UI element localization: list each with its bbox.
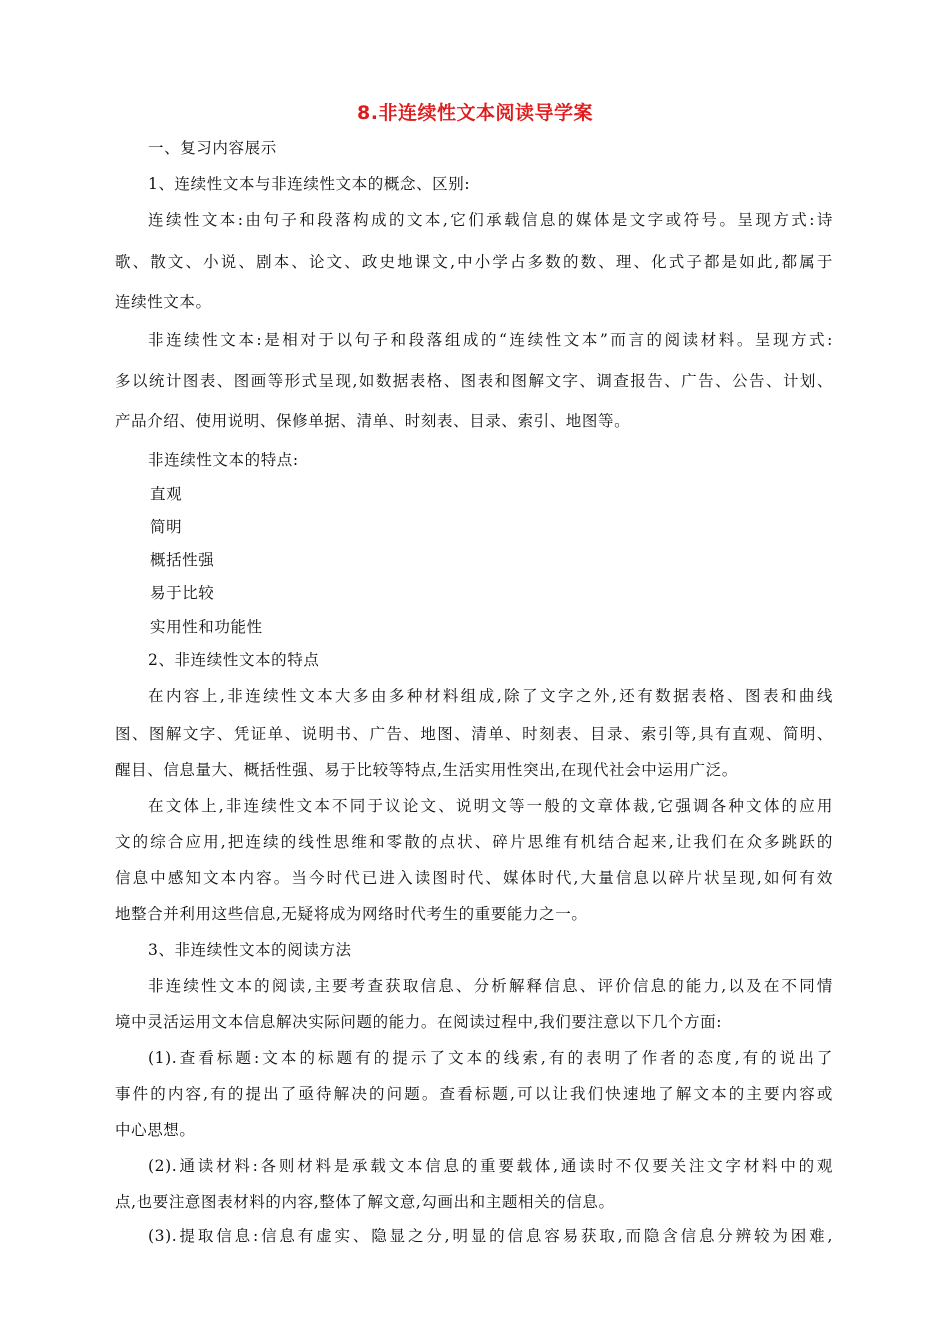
paragraph-line: 境中灵活运用文本信息解决实际问题的能力。在阅读过程中,我们要注意以下几个方面: — [115, 1013, 723, 1031]
paragraph-line: 在文体上,非连续性文本不同于议论文、说明文等一般的文章体裁,它强调各种文体的应用 — [148, 797, 833, 815]
feature-item: 简明 — [150, 518, 183, 536]
paragraph-line: 图、图解文字、凭证单、说明书、广告、地图、清单、时刻表、目录、索引等,具有直观、简明、 — [115, 725, 833, 743]
method-item-3: (3).提取信息:信息有虚实、隐显之分,明显的信息容易获取,而隐含信息分辨较为困难, — [148, 1227, 833, 1245]
paragraph-line: 非连续性文本:是相对于以句子和段落组成的“连续性文本”而言的阅读材料。呈现方式: — [148, 331, 833, 349]
paragraph-line: 非连续性文本的阅读,主要考查获取信息、分析解释信息、评价信息的能力,以及在不同情 — [148, 977, 833, 995]
feature-item: 实用性和功能性 — [150, 618, 263, 636]
section-heading-review: 一、复习内容展示 — [148, 139, 277, 157]
paragraph-line: 产品介绍、使用说明、保修单据、清单、时刻表、目录、索引、地图等。 — [115, 412, 631, 430]
paragraph-line: 多以统计图表、图画等形式呈现,如数据表格、图表和图解文字、调查报告、广告、公告、计划、 — [115, 372, 833, 390]
paragraph-line: 连续性文本。 — [115, 293, 212, 311]
subheading-concepts: 1、连续性文本与非连续性文本的概念、区别: — [148, 175, 471, 193]
feature-item: 直观 — [150, 485, 183, 503]
paragraph-line: 文的综合应用,把连续的线性思维和零散的点状、碎片思维有机结合起来,让我们在众多跳跃的 — [115, 833, 833, 851]
subheading-methods: 3、非连续性文本的阅读方法 — [148, 941, 352, 959]
method-item-1: (1).查看标题:文本的标题有的提示了文本的线索,有的表明了作者的态度,有的说出了 — [148, 1049, 833, 1067]
method-item-2: (2).通读材料:各则材料是承载文本信息的重要载体,通读时不仅要关注文字材料中的观 — [148, 1157, 833, 1175]
paragraph-line: 点,也要注意图表材料的内容,整体了解文意,勾画出和主题相关的信息。 — [115, 1193, 615, 1211]
document-title: 8.非连续性文本阅读导学案 — [357, 102, 593, 124]
paragraph-line: 地整合并利用这些信息,无疑将成为网络时代考生的重要能力之一。 — [115, 905, 588, 923]
feature-item: 易于比较 — [150, 584, 215, 602]
features-heading: 非连续性文本的特点: — [148, 451, 299, 469]
paragraph-line: 歌、散文、小说、剧本、论文、政史地课文,中小学占多数的数、理、化式子都是如此,都属于 — [115, 253, 833, 271]
paragraph-line: 醒目、信息量大、概括性强、易于比较等特点,生活实用性突出,在现代社会中运用广泛。 — [115, 761, 738, 779]
subheading-features: 2、非连续性文本的特点 — [148, 651, 320, 669]
paragraph-line: 连续性文本:由句子和段落构成的文本,它们承载信息的媒体是文字或符号。呈现方式:诗 — [148, 211, 833, 229]
paragraph-line: 在内容上,非连续性文本大多由多种材料组成,除了文字之外,还有数据表格、图表和曲线 — [148, 687, 833, 705]
paragraph-line: 信息中感知文本内容。当今时代已进入读图时代、媒体时代,大量信息以碎片状呈现,如何有效 — [115, 869, 833, 887]
paragraph-line: 中心思想。 — [115, 1121, 196, 1139]
paragraph-line: 事件的内容,有的提出了亟待解决的问题。查看标题,可以让我们快速地了解文本的主要内容或 — [115, 1085, 833, 1103]
feature-item: 概括性强 — [150, 551, 215, 569]
